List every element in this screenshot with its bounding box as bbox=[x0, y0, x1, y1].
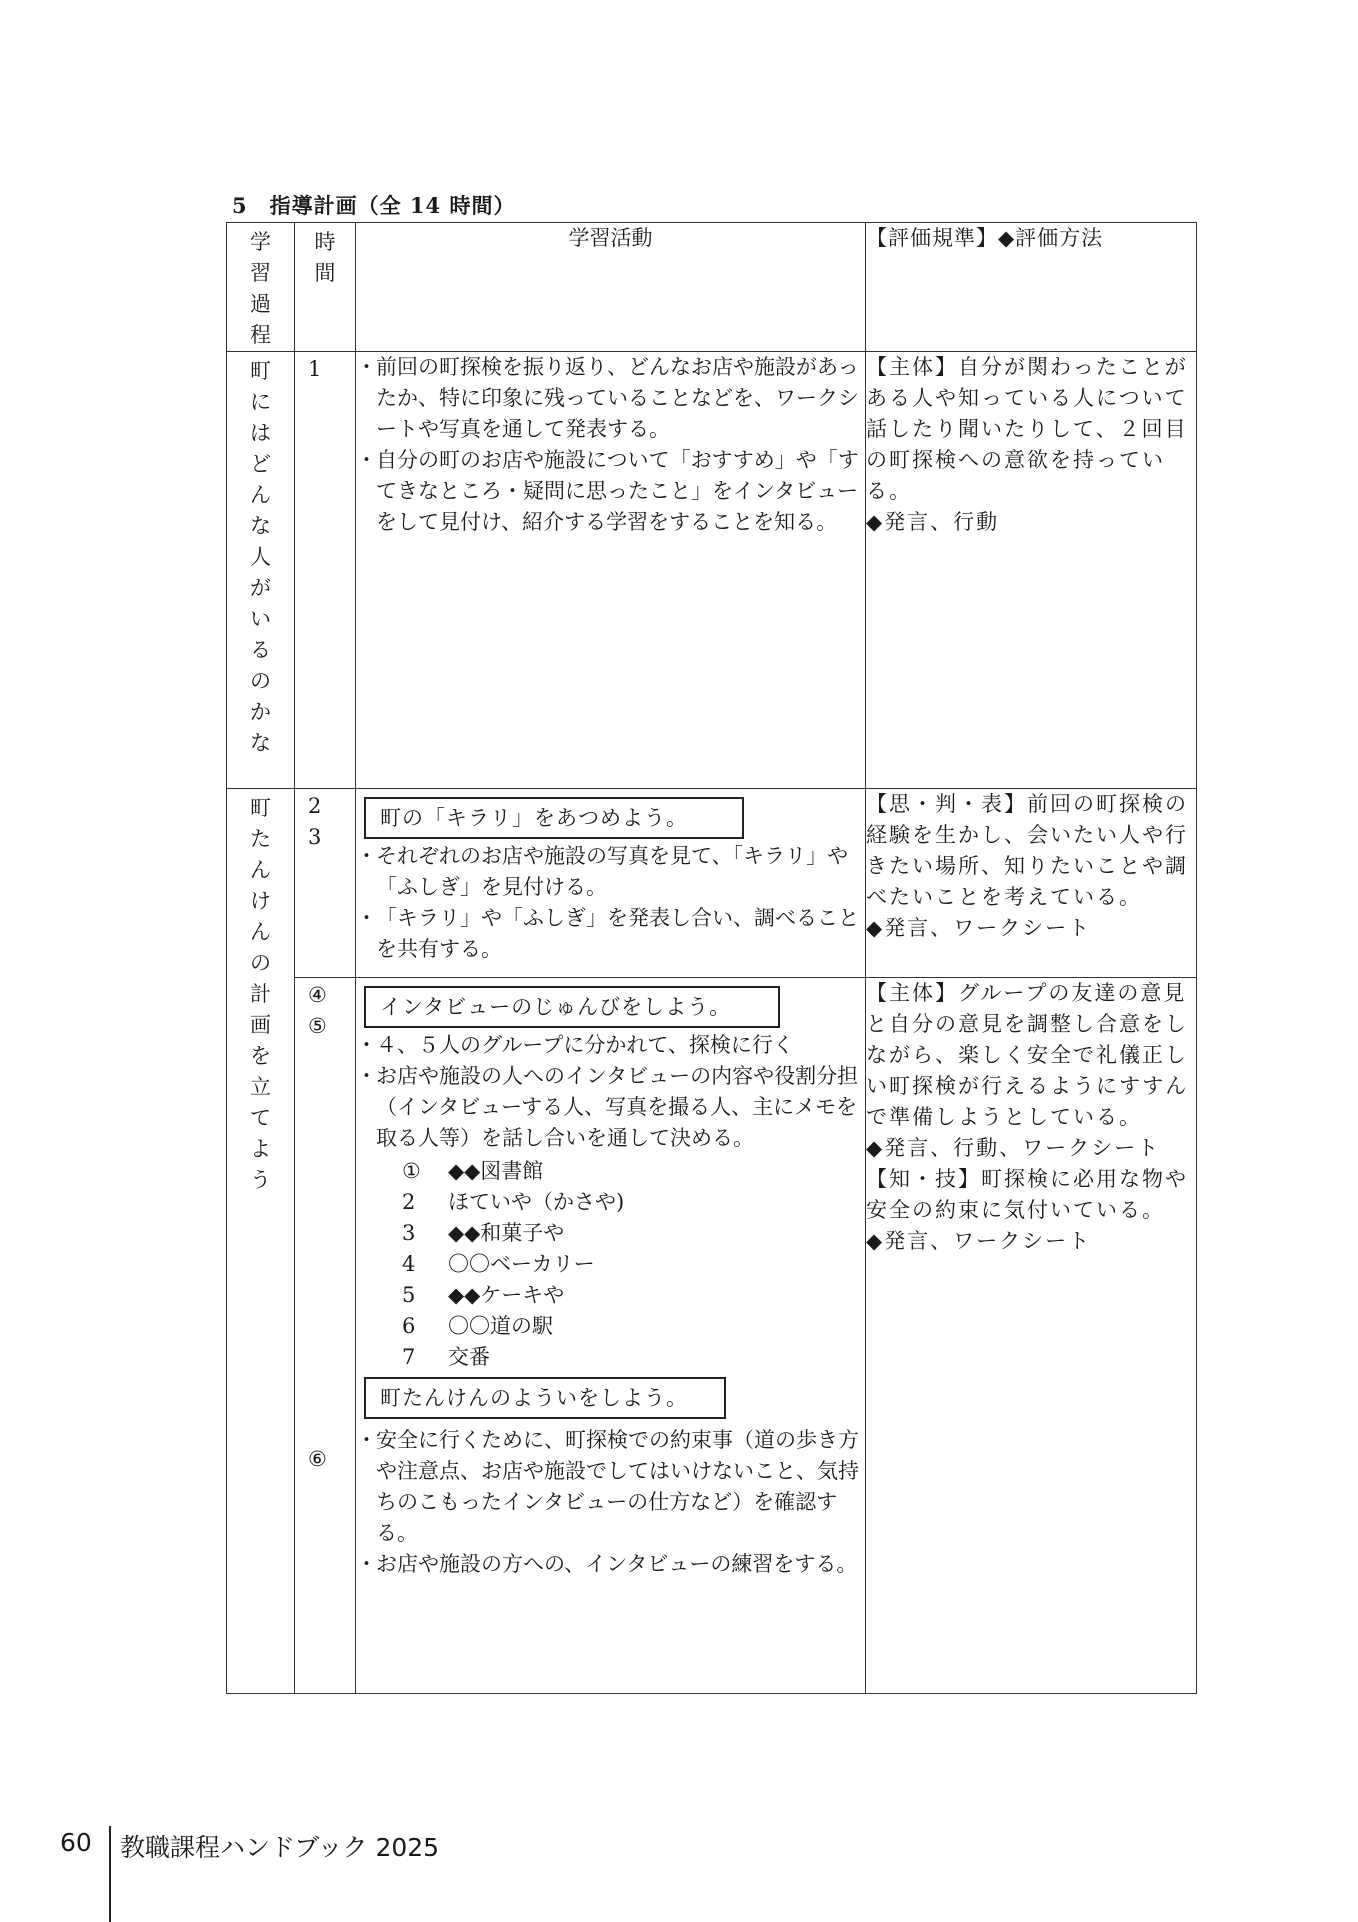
shop-number: 4 bbox=[402, 1252, 416, 1276]
stage-char: を bbox=[250, 1044, 271, 1068]
shop-number: 7 bbox=[402, 1345, 416, 1369]
stage-char: は bbox=[250, 421, 271, 445]
shop-name: ◆◆図書館 bbox=[448, 1159, 544, 1183]
list-item bbox=[402, 1280, 865, 1311]
evaluation-text: 【主体】グループの友達の意見と自分の意見を調整し合意をしながら、楽しく安全で礼儀正しい町探検が行えるようにすすんで準備しようとしている。 bbox=[866, 981, 1189, 1129]
activity-heading-box: 町の「キラリ」をあつめよう。 bbox=[364, 797, 744, 839]
evaluation-text: ◆発言、ワークシート bbox=[866, 916, 1092, 940]
shop-name: 〇〇道の駅 bbox=[448, 1314, 553, 1338]
shop-list bbox=[402, 1156, 865, 1373]
shop-name: ほていや（かさや) bbox=[448, 1190, 625, 1214]
stage-char: ん bbox=[250, 483, 271, 507]
shop-number: 6 bbox=[402, 1314, 416, 1338]
table-row bbox=[227, 789, 1197, 978]
stage-char: る bbox=[250, 638, 271, 662]
hour-cell bbox=[295, 352, 356, 789]
shop-number: ① bbox=[402, 1159, 421, 1183]
activity-item: ・ お店や施設の方への、インタビューの練習をする。 bbox=[356, 1549, 865, 1580]
stage-char: か bbox=[250, 700, 271, 724]
stage-char: う bbox=[250, 1168, 271, 1192]
stage-char: ん bbox=[250, 920, 271, 944]
hour-label: ⑥ bbox=[308, 1447, 327, 1471]
header-stage-char: 学 bbox=[250, 230, 271, 254]
header-evaluation: 【評価規準】◆評価方法 bbox=[866, 223, 1197, 352]
activity-item: ・ 前回の町探検を振り返り、どんなお店や施設があったか、特に印象に残っていることなどを、ワークシートや写真を通して発表する。 bbox=[356, 352, 865, 445]
shop-number: 2 bbox=[402, 1190, 416, 1214]
stage-char: に bbox=[250, 390, 271, 414]
header-row bbox=[227, 223, 1197, 352]
stage-char: 町 bbox=[250, 359, 271, 383]
shop-name: ◆◆ケーキや bbox=[448, 1283, 565, 1307]
evaluation-cell bbox=[866, 789, 1197, 978]
evaluation-cell bbox=[866, 352, 1197, 789]
footer-divider bbox=[109, 1826, 111, 1922]
stage-char: 計 bbox=[250, 982, 271, 1006]
evaluation-text: 【思・判・表】前回の町探検の経験を生かし、会いたい人や行きたい場所、知りたいことや調べたいことを考えている。 bbox=[866, 792, 1188, 909]
activity-cell bbox=[356, 352, 866, 789]
hour-label: 2 bbox=[308, 794, 322, 818]
evaluation-text: ◆発言、行動、ワークシート bbox=[866, 1136, 1161, 1160]
activity-cell bbox=[356, 978, 866, 1694]
activity-item: ・ お店や施設の人へのインタビューの内容や役割分担（インタビューする人、写真を撮る人、主にメモを取る人等）を話し合いを通して決める。 bbox=[356, 1061, 865, 1154]
evaluation-text: 【主体】自分が関わったことがある人や知っている人について話したり聞いたりして、２回目の町探検への意欲を持っている。 bbox=[866, 355, 1188, 503]
activity-heading-box: インタビューのじゅんびをしよう。 bbox=[364, 986, 780, 1028]
hour-cell bbox=[295, 978, 356, 1694]
shop-number: 5 bbox=[402, 1283, 416, 1307]
shop-name: ◆◆和菓子や bbox=[448, 1221, 565, 1245]
evaluation-text: ◆発言、行動 bbox=[866, 510, 1000, 534]
stage-char: が bbox=[250, 576, 271, 600]
stage-char: け bbox=[250, 889, 271, 913]
hour-label: 3 bbox=[308, 825, 322, 849]
page-number: 60 bbox=[60, 1828, 92, 1857]
header-stage-char: 習 bbox=[250, 261, 271, 285]
activity-heading-box: 町たんけんのよういをしよう。 bbox=[364, 1377, 726, 1419]
stage-char: い bbox=[250, 607, 271, 631]
stage-char: 画 bbox=[250, 1013, 271, 1037]
stage-char: ど bbox=[250, 452, 271, 476]
header-hour bbox=[295, 223, 356, 352]
list-item bbox=[402, 1218, 865, 1249]
header-stage-char: 過 bbox=[250, 292, 271, 316]
activity-item: ・ 自分の町のお店や施設について「おすすめ」や「すてきなところ・疑問に思ったこと」をインタビューをして見付け、紹介する学習をすることを知る。 bbox=[356, 445, 865, 538]
activity-cell bbox=[356, 789, 866, 978]
stage-char: 立 bbox=[250, 1075, 271, 1099]
stage-cell bbox=[227, 789, 295, 1694]
list-item bbox=[402, 1187, 865, 1218]
stage-char: 人 bbox=[250, 545, 271, 569]
shop-number: 3 bbox=[402, 1221, 416, 1245]
hour-cell bbox=[295, 789, 356, 978]
list-item bbox=[402, 1311, 865, 1342]
footer-title: 教職課程ハンドブック 2025 bbox=[120, 1833, 440, 1862]
activity-item: ・ 安全に行くために、町探検での約束事（道の歩き方や注意点、お店や施設でしてはいけないこと、気持ちのこもったインタビューの仕方など）を確認する。 bbox=[356, 1425, 865, 1549]
stage-char: 町 bbox=[250, 796, 271, 820]
header-hour-char: 時 bbox=[314, 230, 336, 254]
hour-label: 1 bbox=[308, 357, 322, 381]
list-item bbox=[402, 1342, 865, 1373]
section-title: 5 指導計画（全 14 時間） bbox=[232, 193, 516, 218]
stage-char: ん bbox=[250, 858, 271, 882]
activity-item: ・ それぞれのお店や施設の写真を見て、「キラリ」や「ふしぎ」を見付ける。 bbox=[356, 841, 865, 903]
stage-char: た bbox=[250, 827, 271, 851]
header-stage-char: 程 bbox=[250, 323, 271, 347]
header-activity: 学習活動 bbox=[356, 223, 866, 352]
lesson-plan-table bbox=[226, 222, 1197, 1694]
hour-label: ④ bbox=[308, 983, 327, 1007]
stage-char: の bbox=[250, 951, 271, 975]
stage-char: な bbox=[250, 731, 271, 755]
stage-char: よ bbox=[250, 1137, 271, 1161]
activity-item: ・ 「キラリ」や「ふしぎ」を発表し合い、調べることを共有する。 bbox=[356, 903, 865, 965]
stage-cell bbox=[227, 352, 295, 789]
shop-name: 交番 bbox=[448, 1345, 490, 1369]
evaluation-cell bbox=[866, 978, 1197, 1694]
table-row bbox=[227, 978, 1197, 1694]
evaluation-text: 【知・技】町探検に必用な物や安全の約束に気付いている。 bbox=[866, 1167, 1188, 1222]
hour-label: ⑤ bbox=[308, 1014, 327, 1038]
stage-char: の bbox=[250, 669, 271, 693]
header-hour-char: 間 bbox=[314, 261, 336, 285]
list-item bbox=[402, 1249, 865, 1280]
list-item bbox=[402, 1156, 865, 1187]
activity-item: ・ ４、５人のグループに分かれて、探検に行く bbox=[356, 1030, 865, 1061]
stage-char: て bbox=[250, 1106, 271, 1130]
header-stage bbox=[227, 223, 295, 352]
shop-name: 〇〇ベーカリー bbox=[448, 1252, 595, 1276]
table-row bbox=[227, 352, 1197, 789]
evaluation-text: ◆発言、ワークシート bbox=[866, 1229, 1092, 1253]
stage-char: な bbox=[250, 514, 271, 538]
